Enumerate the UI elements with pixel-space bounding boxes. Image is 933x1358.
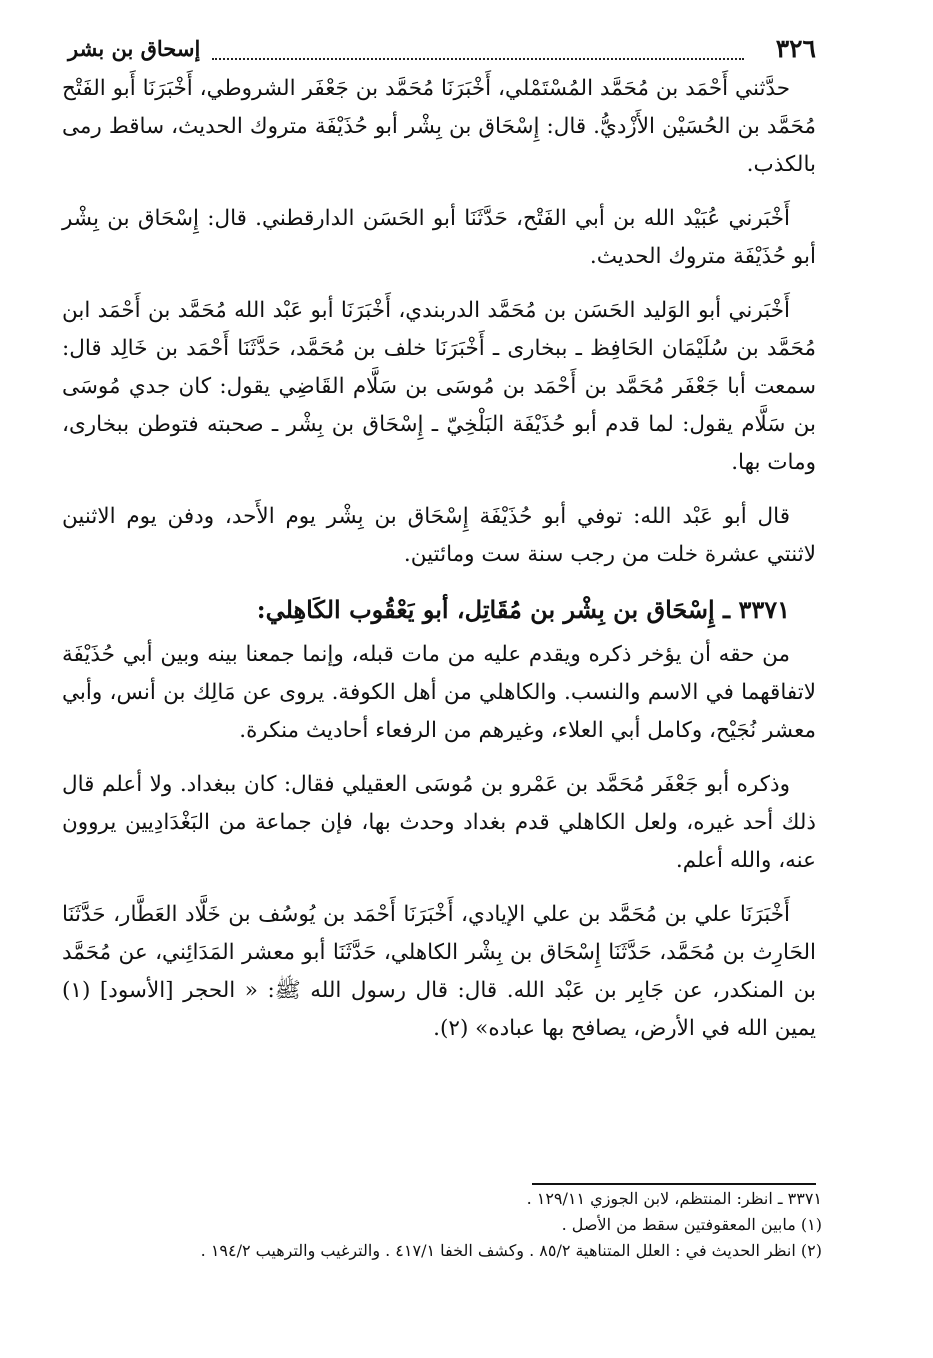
page-body xyxy=(62,70,816,1048)
footnote: (١) مابين المعقوفتين سقط من الأصل . xyxy=(561,1215,822,1234)
footnotes xyxy=(62,1186,822,1264)
page-number: ٣٢٦ xyxy=(775,34,816,63)
paragraph: قال أبو عَبْد الله: توفي أبو حُذَيْفَة إِسْحَاق بن بِشْر يوم الأَحد، ودفن يوم الاثنين لاثنتي عشرة خلت من رجب سنة ست ومائتين. xyxy=(62,504,816,567)
footnote: (٢) انظر الحديث في : العلل المتناهية ٨٥/٢ . وكشف الخفا ٤١٧/١ . والترغيب والترهيب ١٩٤/٢ . xyxy=(200,1241,822,1260)
entry-paragraph: أَخْبَرَنَا علي بن مُحَمَّد بن علي الإيادي، أَخْبَرَنَا أَحْمَد بن يُوسُف بن خَلَّاد العَطَّار، حَدَّثَنَا الحَارِث بن مُحَمَّد، حَدَّثَنَا إِسْحَاق بن بِشْر الكاهلي، حَدَّثَنَا أبو معشر المَدَائِني، عن مُحَمَّد بن المنكدر، عن جَابِر بن عَبْد الله. قال: قال رسول الله ﷺ: « الحجر [الأسود] (١) يمين الله في الأرض، يصافح بها عباده» (٢). xyxy=(62,902,816,1041)
paragraph: أَخْبَرني أبو الوَليد الحَسَن بن مُحَمَّد الدربندي، أَخْبَرَنَا أبو عَبْد الله مُحَمَّد بن أَحْمَد ابن مُحَمَّد بن سُلَيْمَان الحَافِظ ـ ببخارى ـ أَخْبَرَنَا خلف بن مُحَمَّد، حَدَّثَنَا أَحْمَد بن خَالِد قال: سمعت أبا جَعْفَر مُحَمَّد بن أَحْمَد بن مُوسَى بن سَلَّام القَاضِي يقول: كان جدي مُوسَى بن سَلَّام يقول: لما قدم أبو حُذَيْفَة البَلْخِيّ ـ إِسْحَاق بن بِشْر ـ صحبته فتوطن ببخارى، ومات بها. xyxy=(62,298,816,475)
footnote: ٣٣٧١ ـ انظر: المنتظم، لابن الجوزي ١٢٩/١١ . xyxy=(526,1189,822,1208)
paragraph: حدَّثني أَحْمَد بن مُحَمَّد المُسْتَمْلي، أَخْبَرَنَا مُحَمَّد بن جَعْفَر الشروطي، أَخْبَرَنَا أَبو الفَتْح مُحَمَّد بن الحُسَيْن الأَزْديُّ. قال: إِسْحَاق بن بِشْر أبو حُذَيْفَة متروك الحديث، ساقط رمى بالكذب. xyxy=(62,76,816,177)
leader-dots xyxy=(212,58,744,60)
page xyxy=(62,30,816,1064)
entry-paragraph: من حقه أن يؤخر ذكره ويقدم عليه من مات قبله، وإنما جمعنا بينه وبين أبي حُذَيْفَة لاتفاقهما في الاسم والنسب. والكاهلي من أهل الكوفة. يروى عن مَالِك بن أنس، وأبي معشر نُجَيْح، وكامل أبي العلاء، وغيرهم من الرفعاء أحاديث منكرة. xyxy=(62,642,816,743)
paragraph: أَخْبَرني عُبَيْد الله بن أبي الفَتْح، حَدَّثَنَا أبو الحَسَن الدارقطني. قال: إِسْحَاق بن بِشْر أبو حُذَيْفَة متروك الحديث. xyxy=(62,206,816,269)
entry-paragraph: وذكره أبو جَعْفَر مُحَمَّد بن عَمْرو بن مُوسَى العقيلي فقال: كان ببغداد. ولا أعلم قال ذلك أحد غيره، ولعل الكاهلي قدم بغداد وحدث بها، فإن جماعة من البَغْدَادِيين يروون عنه، والله أعلم. xyxy=(62,772,816,873)
running-title: إسحاق بن بشر xyxy=(68,36,201,61)
footnote-separator xyxy=(532,1183,816,1185)
entry-heading: ٣٣٧١ ـ إِسْحَاق بن بِشْر بن مُقَاتِل، أبو يَعْقُوب الكَاهِلي: xyxy=(256,595,790,624)
running-header xyxy=(62,30,816,70)
